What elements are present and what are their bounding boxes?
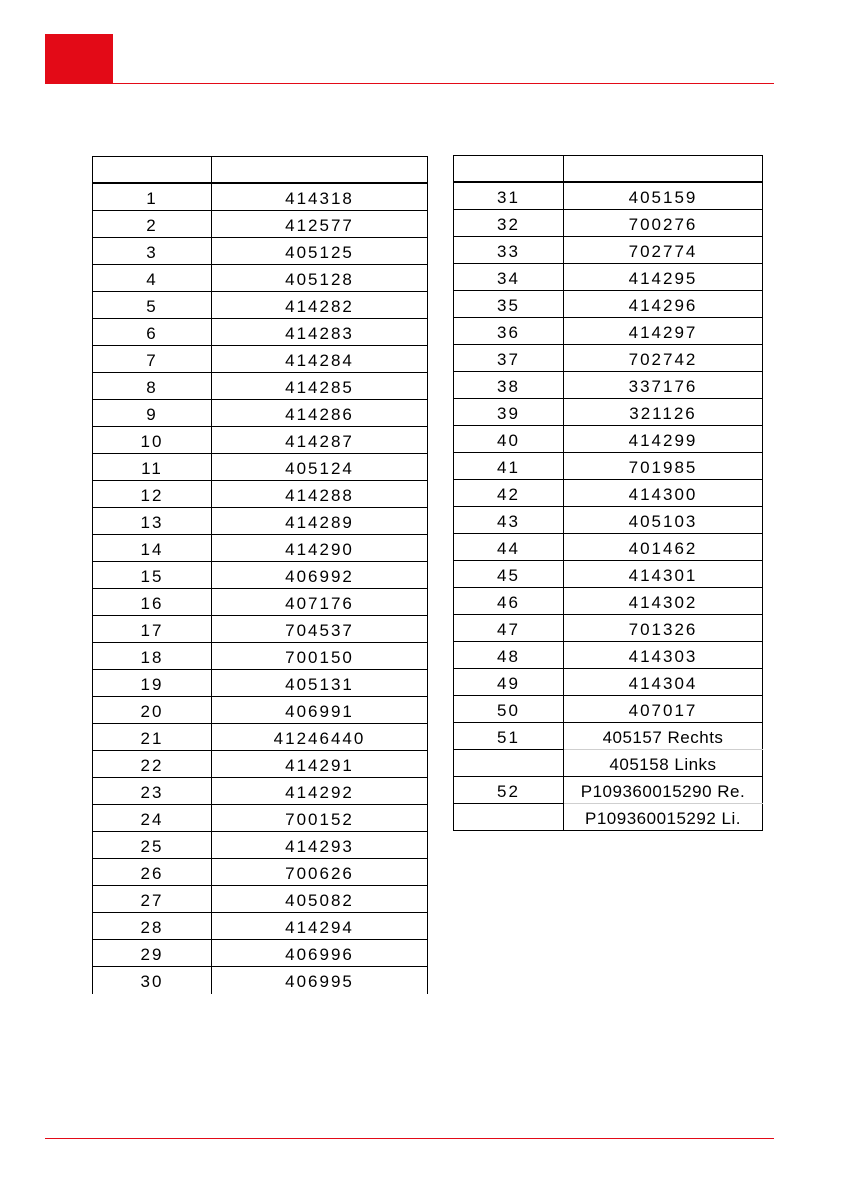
position-number: 52 bbox=[453, 777, 564, 804]
position-number: 12 bbox=[92, 481, 212, 507]
table-row bbox=[453, 642, 763, 669]
table-row bbox=[92, 805, 428, 832]
position-number: 21 bbox=[92, 724, 212, 750]
position-number: 9 bbox=[92, 400, 212, 426]
table-row bbox=[92, 913, 428, 940]
part-number: 700276 bbox=[564, 210, 763, 236]
position-number: 27 bbox=[92, 886, 212, 912]
position-number: 34 bbox=[453, 264, 564, 290]
part-number: 700152 bbox=[212, 805, 428, 831]
position-number: 11 bbox=[92, 454, 212, 480]
part-number: 405124 bbox=[212, 454, 428, 480]
header-rule bbox=[45, 83, 774, 84]
table-row bbox=[453, 453, 763, 480]
position-number: 26 bbox=[92, 859, 212, 885]
part-number: 405131 bbox=[212, 670, 428, 696]
part-number: 414291 bbox=[212, 751, 428, 777]
table-row bbox=[453, 318, 763, 345]
part-number: 414303 bbox=[564, 642, 763, 668]
part-number: 337176 bbox=[564, 372, 763, 398]
part-number: 414287 bbox=[212, 427, 428, 453]
part-number: 407017 bbox=[564, 696, 763, 722]
position-number: 3 bbox=[92, 238, 212, 264]
table-row bbox=[453, 345, 763, 372]
part-number: 405158 Links bbox=[564, 750, 763, 776]
position-number: 51 bbox=[453, 723, 564, 750]
position-number: 42 bbox=[453, 480, 564, 506]
header-cell-position bbox=[453, 156, 564, 181]
part-number: 700626 bbox=[212, 859, 428, 885]
position-number: 31 bbox=[453, 183, 564, 209]
table-row bbox=[92, 346, 428, 373]
part-number: 321126 bbox=[564, 399, 763, 425]
position-number: 2 bbox=[92, 211, 212, 237]
position-number: 33 bbox=[453, 237, 564, 263]
position-number: 13 bbox=[92, 508, 212, 534]
table-row bbox=[453, 399, 763, 426]
table-row bbox=[92, 508, 428, 535]
position-number: 49 bbox=[453, 669, 564, 695]
part-number: 414284 bbox=[212, 346, 428, 372]
table-row bbox=[92, 265, 428, 292]
part-number: P109360015290 Re. bbox=[564, 777, 763, 803]
position-number: 38 bbox=[453, 372, 564, 398]
table-row bbox=[92, 697, 428, 724]
table-row bbox=[453, 372, 763, 399]
part-number: 414292 bbox=[212, 778, 428, 804]
table-row bbox=[92, 292, 428, 319]
position-number: 17 bbox=[92, 616, 212, 642]
position-number: 32 bbox=[453, 210, 564, 236]
position-number: 23 bbox=[92, 778, 212, 804]
table-row bbox=[92, 535, 428, 562]
part-number: 701985 bbox=[564, 453, 763, 479]
table-row bbox=[92, 454, 428, 481]
position-number: 20 bbox=[92, 697, 212, 723]
header-cell-position bbox=[92, 157, 212, 182]
table-row bbox=[92, 589, 428, 616]
part-number: 414283 bbox=[212, 319, 428, 345]
table-row bbox=[92, 562, 428, 589]
part-number: 405103 bbox=[564, 507, 763, 533]
position-number: 44 bbox=[453, 534, 564, 560]
part-number: 414318 bbox=[212, 184, 428, 210]
part-number: 414294 bbox=[212, 913, 428, 939]
position-number: 1 bbox=[92, 184, 212, 210]
table-row bbox=[453, 534, 763, 561]
table-row bbox=[453, 804, 763, 831]
part-number: 414288 bbox=[212, 481, 428, 507]
part-number: 414286 bbox=[212, 400, 428, 426]
part-number: 412577 bbox=[212, 211, 428, 237]
table-row bbox=[92, 832, 428, 859]
part-number: 702774 bbox=[564, 237, 763, 263]
table-row bbox=[92, 670, 428, 697]
table-row bbox=[453, 777, 763, 804]
position-number bbox=[453, 750, 564, 776]
part-number: 414299 bbox=[564, 426, 763, 452]
part-number: 704537 bbox=[212, 616, 428, 642]
position-number: 14 bbox=[92, 535, 212, 561]
position-number: 4 bbox=[92, 265, 212, 291]
part-number: 414293 bbox=[212, 832, 428, 858]
part-number: 407176 bbox=[212, 589, 428, 615]
part-number: 405082 bbox=[212, 886, 428, 912]
table-row bbox=[453, 291, 763, 318]
table-row bbox=[92, 616, 428, 643]
position-number: 39 bbox=[453, 399, 564, 425]
table-row bbox=[92, 400, 428, 427]
table-row bbox=[92, 967, 428, 994]
part-number: P109360015292 Li. bbox=[564, 804, 763, 830]
part-number: 414282 bbox=[212, 292, 428, 318]
parts-table-right bbox=[453, 155, 763, 831]
table-row bbox=[92, 373, 428, 400]
table-row bbox=[92, 724, 428, 751]
table-row bbox=[453, 561, 763, 588]
position-number: 22 bbox=[92, 751, 212, 777]
table-row bbox=[92, 184, 428, 211]
position-number: 43 bbox=[453, 507, 564, 533]
table-row bbox=[453, 750, 763, 777]
table-row bbox=[453, 183, 763, 210]
table-row bbox=[92, 238, 428, 265]
part-number: 405128 bbox=[212, 265, 428, 291]
position-number: 8 bbox=[92, 373, 212, 399]
table-row bbox=[453, 480, 763, 507]
table-row bbox=[92, 859, 428, 886]
table-header-row bbox=[92, 156, 428, 184]
table-row bbox=[453, 264, 763, 291]
table-row bbox=[453, 669, 763, 696]
position-number: 5 bbox=[92, 292, 212, 318]
position-number: 41 bbox=[453, 453, 564, 479]
position-number: 46 bbox=[453, 588, 564, 614]
table-row bbox=[453, 210, 763, 237]
header-red-block bbox=[45, 34, 113, 84]
position-number: 36 bbox=[453, 318, 564, 344]
footer-rule bbox=[45, 1138, 774, 1139]
position-number: 29 bbox=[92, 940, 212, 966]
part-number: 406992 bbox=[212, 562, 428, 588]
table-row bbox=[453, 237, 763, 264]
table-row bbox=[92, 643, 428, 670]
part-number: 414290 bbox=[212, 535, 428, 561]
part-number: 414302 bbox=[564, 588, 763, 614]
position-number: 10 bbox=[92, 427, 212, 453]
position-number: 37 bbox=[453, 345, 564, 371]
position-number: 35 bbox=[453, 291, 564, 317]
part-number: 406996 bbox=[212, 940, 428, 966]
position-number: 7 bbox=[92, 346, 212, 372]
part-number: 405125 bbox=[212, 238, 428, 264]
position-number: 50 bbox=[453, 696, 564, 722]
part-number: 405159 bbox=[564, 183, 763, 209]
position-number: 18 bbox=[92, 643, 212, 669]
table-row bbox=[453, 696, 763, 723]
table-header-row bbox=[453, 155, 763, 183]
position-number: 30 bbox=[92, 967, 212, 994]
part-number: 414289 bbox=[212, 508, 428, 534]
part-number: 406995 bbox=[212, 967, 428, 994]
header-cell-part-number bbox=[212, 157, 428, 182]
table-row bbox=[453, 426, 763, 453]
table-row bbox=[92, 940, 428, 967]
table-row bbox=[453, 588, 763, 615]
parts-table-left bbox=[92, 156, 428, 994]
part-number: 701326 bbox=[564, 615, 763, 641]
position-number bbox=[453, 804, 564, 830]
position-number: 6 bbox=[92, 319, 212, 345]
part-number: 401462 bbox=[564, 534, 763, 560]
part-number: 702742 bbox=[564, 345, 763, 371]
position-number: 19 bbox=[92, 670, 212, 696]
table-row bbox=[92, 211, 428, 238]
table-row bbox=[92, 319, 428, 346]
part-number: 405157 Rechts bbox=[564, 723, 763, 749]
part-number: 414296 bbox=[564, 291, 763, 317]
table-row bbox=[92, 778, 428, 805]
part-number: 414300 bbox=[564, 480, 763, 506]
table-row bbox=[453, 507, 763, 534]
part-number: 700150 bbox=[212, 643, 428, 669]
position-number: 15 bbox=[92, 562, 212, 588]
header-cell-part-number bbox=[564, 156, 763, 181]
position-number: 45 bbox=[453, 561, 564, 587]
position-number: 24 bbox=[92, 805, 212, 831]
position-number: 25 bbox=[92, 832, 212, 858]
part-number: 414301 bbox=[564, 561, 763, 587]
part-number: 406991 bbox=[212, 697, 428, 723]
table-row bbox=[453, 615, 763, 642]
table-row bbox=[92, 481, 428, 508]
table-row bbox=[92, 751, 428, 778]
part-number: 414285 bbox=[212, 373, 428, 399]
table-row bbox=[453, 723, 763, 750]
part-number: 41246440 bbox=[212, 724, 428, 750]
position-number: 16 bbox=[92, 589, 212, 615]
part-number: 414297 bbox=[564, 318, 763, 344]
position-number: 48 bbox=[453, 642, 564, 668]
part-number: 414304 bbox=[564, 669, 763, 695]
position-number: 40 bbox=[453, 426, 564, 452]
table-row bbox=[92, 886, 428, 913]
table-row bbox=[92, 427, 428, 454]
part-number: 414295 bbox=[564, 264, 763, 290]
position-number: 28 bbox=[92, 913, 212, 939]
position-number: 47 bbox=[453, 615, 564, 641]
